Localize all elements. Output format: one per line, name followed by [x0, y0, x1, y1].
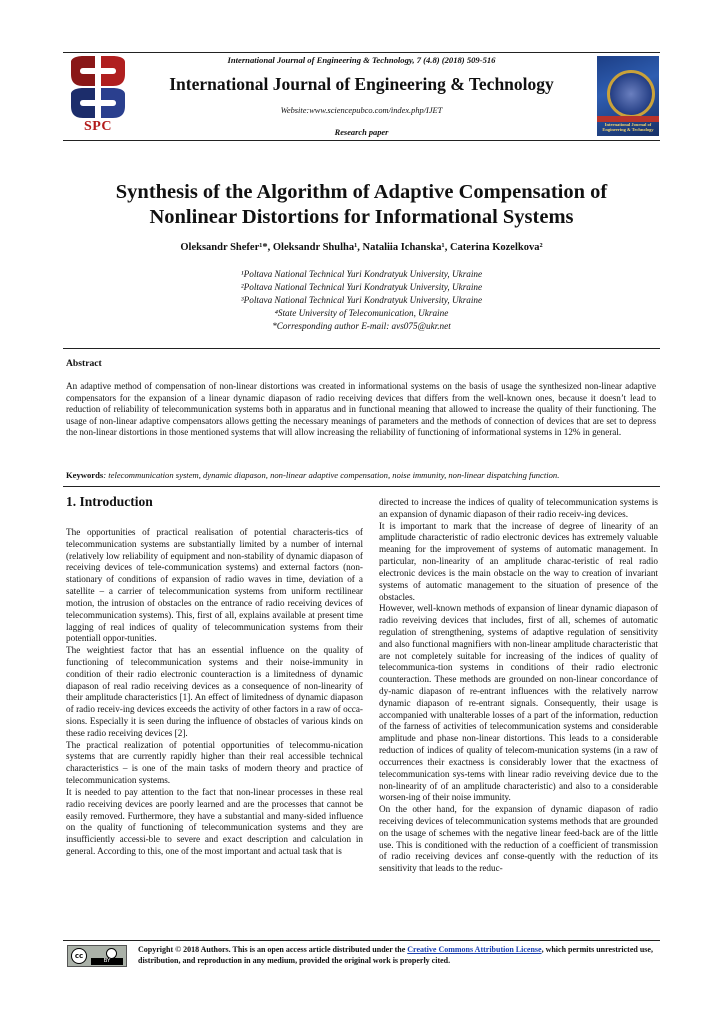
logo-text: SPC [84, 119, 112, 134]
header-bottom-rule [63, 140, 660, 141]
left-column [66, 527, 363, 858]
journal-website[interactable]: Website:www.sciencepubco.com/index.php/IJET [280, 106, 443, 115]
copyright-suffix: , which permits unrestricted use, distribution, and reproduction in any medium, provided the original work is properly cited. [138, 945, 653, 965]
section-heading-introduction: 1. Introduction [66, 494, 153, 509]
author-list: Oleksandr Shefer¹*, Oleksandr Shulha¹, Nataliia Ichanska¹, Caterina Kozelkova² [180, 242, 543, 253]
paragraph: directed to increase the indices of quality of telecommunication systems is an expansion of dynamic diapason of their radio receiv-ing devices. [379, 497, 658, 519]
paragraph: It is needed to pay attention to the fact that non-linear processes in these real radio receiving devices are poorly learned and are the processes that cannot be easily removed. Furthermore, they have a substantial and many-sided influence on the quality of functioning of telecommunication systems and they are insufficiently accessi-ble to severe and exact description and calculation in general. According to this, one of the most important and actual task that is [66, 786, 363, 856]
header-top-rule [63, 52, 660, 53]
paper-type: Research paper [334, 128, 389, 137]
keywords [66, 470, 656, 481]
cc-by-license-badge[interactable] [67, 945, 127, 967]
abstract-text: An adaptive method of compensation of non-linear distortions was created in informational systems on the basis of usage the synthesized non-linear adaptive compensators for the expansion of a linear dynamic diapason of radio receiving devices that differs from the well-known ones, because it doesn’t lead to reduction of reliability of telecommunication systems both in apparatus and in functional meaning that allowed to increase the quality of their functioning. The usage of non-linear adaptive compensators allows getting the necessary meanings of parameters and the methods of connection of devices that are set to depress the non-linear distortions in those mentioned systems that will allow increasing the reliability of functioning of informational systems in 12% in general. [66, 381, 656, 438]
paragraph: The opportunities of practical realisation of potential characteris-tics of telecommunication systems are substantially limited by a number of internal (relatively low reliability of equipment and non-stability of dynamic diapason of receiving devices of tele-communication systems) and external factors (non-stationary of conditions of expansion of radio waves in time, deviation of a satellite – a carrier of telecommunication systems from uniform rectilinear motion, the intrusion of obstacles on the entrance of radio receiving devices of telecommunication systems). This, first of all, explains available at present time lagging of real indices of quality of telecommunication systems from their potentiall oppor-tunities. [66, 527, 363, 644]
paragraph: On the other hand, for the expansion of dynamic diapason of radio receiving devices of telecommunication systems methods that are grounded on the usage of schemes with the negative linear feed-back are of the little use. This is conditioned with the reduction of a coefficient of transmission of radio receiving devices anf conse-quently with the reduction of its sensitivity that leads to the reduc- [379, 804, 658, 874]
footer-rule [63, 940, 660, 941]
abstract-bottom-rule [63, 486, 660, 487]
keywords-label: Keywords [66, 470, 104, 480]
cover-emblem-icon [607, 70, 655, 118]
journal-cover-image [597, 56, 659, 136]
by-label: BY [91, 958, 123, 965]
copyright-prefix: Copyright © 2018 Authors. This is an open access article distributed under the [138, 945, 408, 954]
affiliations [63, 268, 660, 333]
corresponding-author: *Corresponding author E-mail: avs075@ukr.net [272, 321, 451, 331]
paper-title-line: Synthesis of the Algorithm of Adaptive Compensation of [115, 181, 608, 203]
copyright-notice [138, 945, 660, 966]
paper-title-line: Nonlinear Distortions for Informational Systems [149, 206, 574, 228]
keywords-text: : telecommunication system, dynamic diapason, non-linear adaptive compensation, noise immunity, non-linear dispatching function. [103, 470, 560, 480]
paragraph: It is important to mark that the increase of degree of linearity of an amplitude characteristic of radio electronic devices has extremely valuable meaning for the improvement of systems of automatic management. In particular, non-linearity of an amplitude charac-teristic of real radio electronic devices is the main obstacle on the way to creation of invariant systems of automatic management to the situation of presence of the obstacles. [379, 520, 658, 602]
paper-title [63, 180, 660, 230]
affiliation-line: ³Poltava National Technical Yuri Kondratyuk University, Ukraine [240, 295, 483, 305]
paragraph: The practical realization of potential opportunities of telecommu-nication systems that are currently rapidly higher than their real accessible technical characteristics – is one of the main tasks of modern theory and practice of telecommunication systems. [66, 739, 363, 786]
abstract-heading: Abstract [66, 358, 102, 369]
paragraph: However, well-known methods of expansion of linear dynamic diapason of radio reveiving devices that includes, first of all, schemes of automatic regulation of strengthening, systems of adaptive regulation of sensitivity and also functional magnifiers with non-linear amplitude characteristic that are not completely suitable for increasing of the indices of quality of telecommunica-tion systems in conditions of their radio electronic counteraction. These methods are grounded on non-linear concordance of dy-namic diapason of re-entrant influences with the relatively narrow dynamic diapason of re-entrant signals. Consequently, their usage is accompanied with unalterable losses of a part of the information, reduction of the farness of activities of telecommunication systems and considerable amplitude and phase non-linear distortions. This leads to a considerable reduction of indices of quality of telecom-munication systems (in a raw of occurrences their exactness is considerably lower that the exactness of telecommunication sys-tems with linear radio reveiving device due to the non-linearity of of an amplitude characteristic) and also to a considerable worsen-ing of their noise immunity. [379, 603, 658, 803]
cover-title: International Journal of Engineering & Technology [602, 122, 654, 132]
affiliation-line: ²Poltava National Technical Yuri Kondratyuk University, Ukraine [240, 282, 483, 292]
affiliation-line: ¹Poltava National Technical Yuri Kondratyuk University, Ukraine [240, 269, 483, 279]
right-column [379, 497, 658, 875]
journal-info: International Journal of Engineering & Technology, 7 (4.8) (2018) 509-516 [227, 55, 496, 65]
cc-icon: cc [71, 948, 87, 964]
paragraph: The weightiest factor that has an essential influence on the quality of functioning of telecommunication systems and their noise-immunity in condition of their radio electronic counteraction is a limitedness of dynamic diapason of real radio receiving devices as a consequence of non-linearity of their amplitude characteristics [1]. An effect of limitedness of dynamic diapason of radio receiv-ing devices exceeds the activity of other factors in a raw of occa-sions. Especially it is seen during the influence of obstacles of various kinds on these radio receiving devices [2]. [66, 645, 363, 738]
affiliation-line: ⁴State University of Telecomunication, Ukraine [274, 308, 449, 318]
journal-name: International Journal of Engineering & Technology [169, 74, 554, 94]
abstract-top-rule [63, 348, 660, 349]
license-link[interactable]: Creative Commons Attribution License [407, 945, 542, 954]
